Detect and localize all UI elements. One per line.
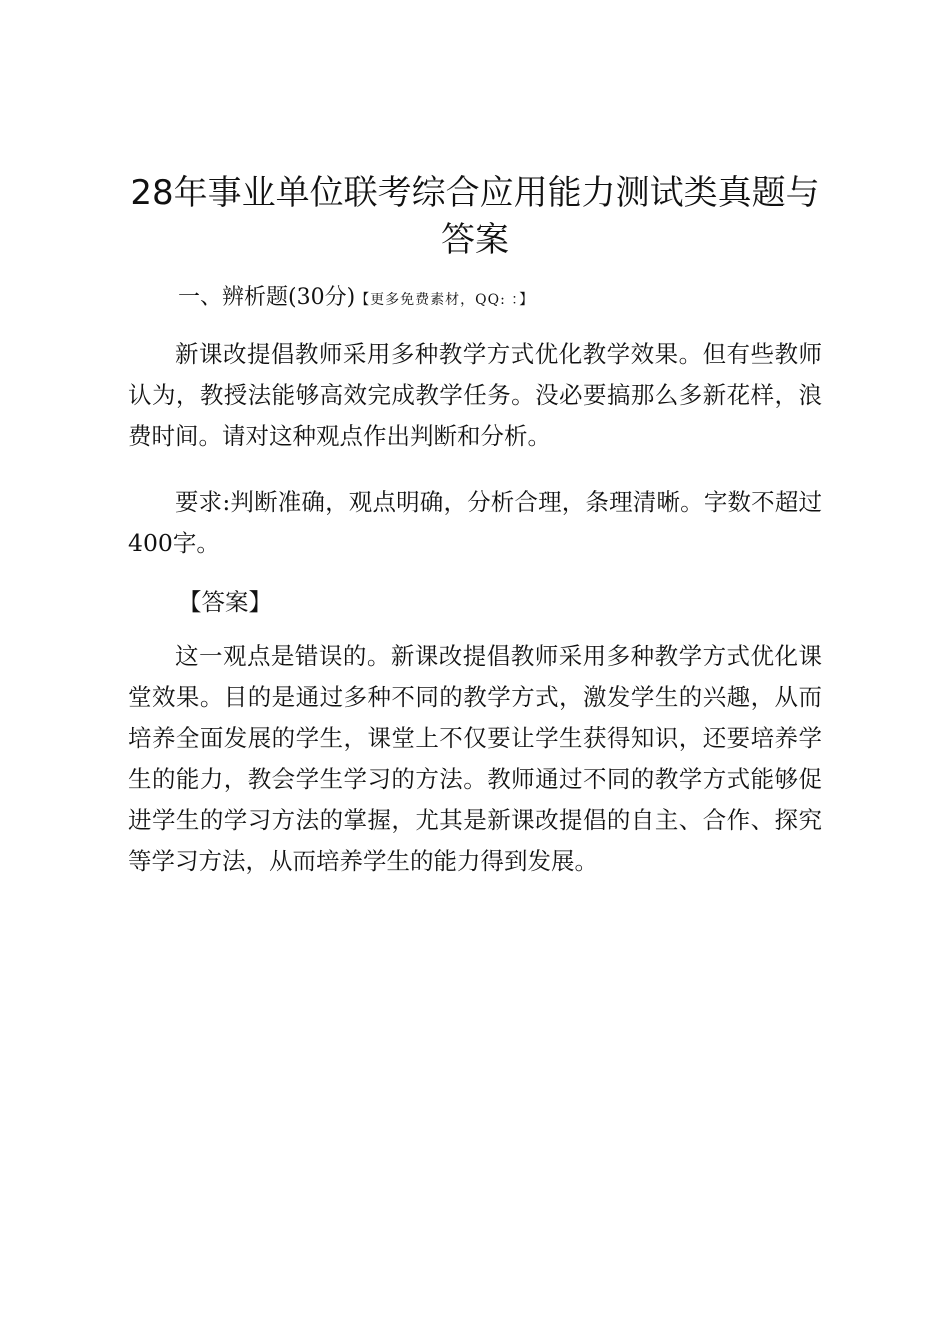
question-paragraph: 新课改提倡教师采用多种教学方式优化教学效果。但有些教师认为，教授法能够高效完成教学任务。没必要搞那么多新花样，浪费时间。请对这种观点作出判断和分析。: [128, 340, 822, 450]
answer-label: 【答案】: [178, 588, 272, 616]
answer-paragraph: 这一观点是错误的。新课改提倡教师采用多种教学方式优化课堂效果。目的是通过多种不同的教学方式，激发学生的兴趣，从而培养全面发展的学生，课堂上不仅要让学生获得知识，还要培养学生的能力，教会学生学习的方法。教师通过不同的教学方式能够促进学生的学习方法的掌握，尤其是新课改提倡的自主、合作、探究等学习方法，从而培养学生的能力得到发展。: [128, 642, 822, 875]
section-heading: [178, 280, 534, 318]
document-title-line1: 28年事业单位联考综合应用能力测试类真题与: [130, 173, 820, 213]
section-note: 【更多免费素材，QQ: ：】: [355, 292, 535, 308]
section-heading-text: 一、辨析题(30分): [178, 285, 356, 310]
requirement-paragraph: 要求:判断准确，观点明确，分析合理，条理清晰。字数不超过400字。: [128, 488, 822, 557]
document-title-line2: 答案: [441, 220, 509, 260]
